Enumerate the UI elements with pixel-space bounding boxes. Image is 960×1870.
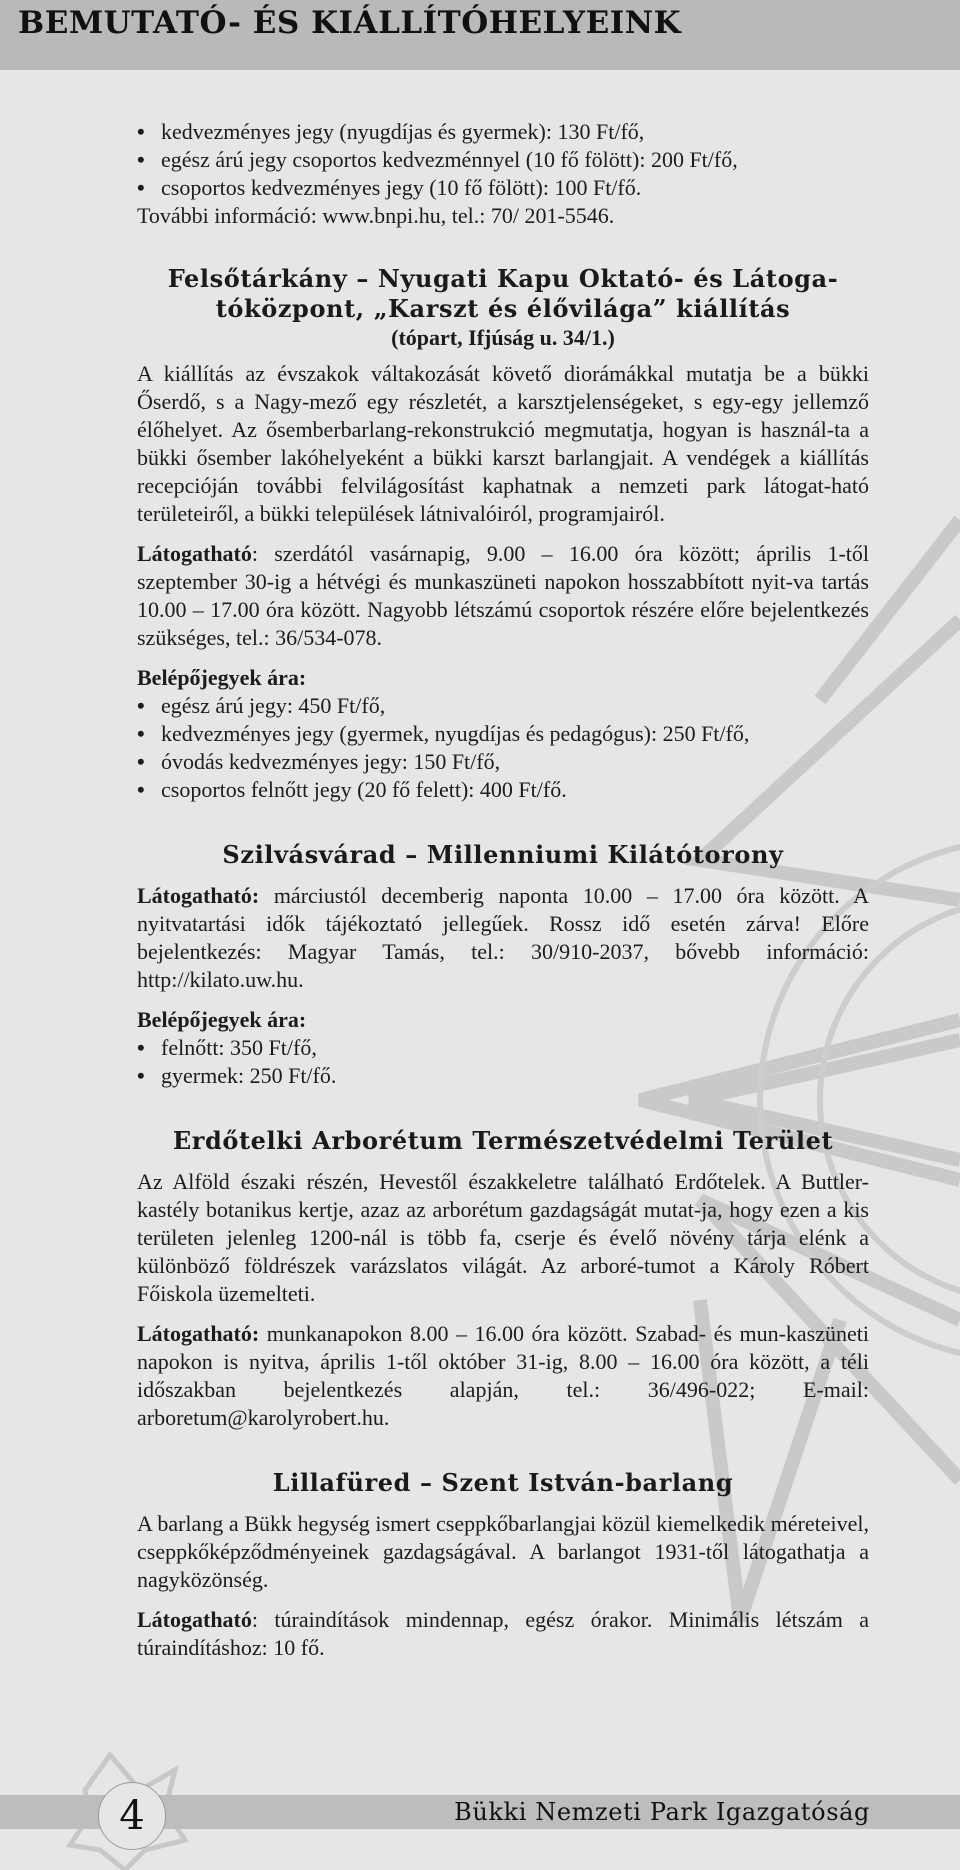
open-label: Látogatható: [137, 541, 252, 566]
section-subtitle-felsotarkany: (tópart, Ifjúság u. 34/1.): [391, 325, 615, 350]
open-label: Látogatható: [137, 1607, 252, 1632]
tickets-label: Belépőjegyek ára:: [137, 1007, 307, 1032]
list-item: • felnőtt: 350 Ft/fő,: [137, 1034, 869, 1062]
erdotelek-description: Az Alföld északi részén, Hevestől északkeletre található Erdőtelek. A Buttler-kastély botanikus kertje, azaz az arborétum gazdagságát mutat-ja, hogy ezen a kis területen jelenleg 1200-nál is több fa, cserje és évelő növény tárja elénk a különböző földrészek varázslatos világát. Az arboré-tumot a Károly Róbert Főiskola üzemelteti.: [137, 1169, 869, 1306]
felsotarkany-ticket-list: [137, 692, 869, 804]
felsotarkany-opening-hours: [137, 540, 869, 652]
section-title-lillafured: Lillafüred – Szent István-barlang: [272, 1468, 734, 1497]
list-item: • óvodás kedvezményes jegy: 150 Ft/fő,: [137, 748, 869, 776]
section-title-erdotelek: Erdőtelki Arborétum Természetvédelmi Terület: [172, 1126, 834, 1155]
open-text: márciustól decemberig naponta 10.00 – 17.00 óra között. A nyitvatartási idők tájékoztató jellegűek. Rossz idő esetén zárva! Előre bejelentkezés: Magyar Tamás, tel.: 30/910-2037, bővebb információ: http://kilato.uw.hu.: [137, 883, 869, 992]
main-content: [137, 118, 869, 1662]
open-text: munkanapokon 8.00 – 16.00 óra között. Szabad- és mun-kaszüneti napokon is nyitva, április 1-től október 31-ig, 8.00 – 16.00 óra között, a téli időszakban bejelentkezés alapján, tel.: 36/496-022; E-mail: arboretum@karolyrobert.hu.: [137, 1321, 869, 1430]
list-item: • egész árú jegy csoportos kedvezménnyel (10 fő fölött): 200 Ft/fő,: [137, 146, 869, 174]
list-item: • kedvezményes jegy (nyugdíjas és gyermek): 130 Ft/fő,: [137, 118, 869, 146]
tickets-label: Belépőjegyek ára:: [137, 665, 307, 690]
open-label: Látogatható:: [137, 1321, 260, 1346]
open-label: Látogatható:: [137, 883, 260, 908]
list-item: • egész árú jegy: 450 Ft/fő,: [137, 692, 869, 720]
open-text: : túraindítások mindennap, egész órakor. Minimális létszám a túraindításhoz: 10 fő.: [137, 1607, 869, 1660]
list-item: • csoportos kedvezményes jegy (10 fő fölött): 100 Ft/fő.: [137, 174, 869, 202]
intro-price-list: [137, 118, 869, 202]
page-header: [0, 0, 960, 70]
list-item: • kedvezményes jegy (gyermek, nyugdíjas és pedagógus): 250 Ft/fő,: [137, 720, 869, 748]
lillafured-opening-hours: [137, 1606, 869, 1662]
szilvasvarad-ticket-list: [137, 1034, 869, 1090]
felsotarkany-description: A kiállítás az évszakok váltakozását követő diorámákkal mutatja be a bükki Őserdő, s a Nagy-mező egy részletét, a karsztjelenségeket, s egy-egy jellemző élőhelyet. Az ősemberbarlang-rekonstrukció megmutatja, hogyan is használ-ta a bükki ősember lakóhelyeként a bükki karszt barlangjait. A vendégek a kiállítás recepcióján további felvilágosítást kaphatnak a nemzeti park látogat-ható területeiről, a bükki települések látnivalóiról, programjairól.: [137, 361, 869, 526]
erdotelek-opening-hours: [137, 1320, 869, 1432]
footer-organization: Bükki Nemzeti Park Igazgatóság: [454, 1798, 870, 1826]
page-number: 4: [98, 1782, 166, 1850]
list-item: • gyermek: 250 Ft/fő.: [137, 1062, 869, 1090]
list-item: • csoportos felnőtt jegy (20 fő felett): 400 Ft/fő.: [137, 776, 869, 804]
lillafured-description: A barlang a Bükk hegység ismert cseppkőbarlangjai közül kiemelkedik méreteivel, cseppkőképződményeinek gazdagságával. A barlangot 1931-től látogathatja a nagyközönség.: [137, 1511, 869, 1592]
intro-info: További információ: www.bnpi.hu, tel.: 70/ 201-5546.: [137, 203, 615, 228]
section-title-szilvasvarad: Szilvásvárad – Millenniumi Kilátótorony: [222, 840, 784, 869]
open-text: : szerdától vasárnapig, 9.00 – 16.00 óra között; április 1-től szeptember 30-ig a hétvégi és munkaszüneti napokon hosszabbított nyit-va tartás 10.00 – 17.00 óra között. Nagyobb létszámú csoportok részére előre bejelentkezés szükséges, tel.: 36/534-078.: [137, 541, 869, 650]
szilvasvarad-opening-hours: [137, 882, 869, 994]
page-title: BEMUTATÓ- ÉS KIÁLLÍTÓHELYEINK: [18, 5, 682, 41]
section-title-felsotarkany: Felsőtárkány – Nyugati Kapu Oktató- és Látoga-tóközpont, „Karszt és élővilága” kiállítás: [167, 264, 839, 323]
